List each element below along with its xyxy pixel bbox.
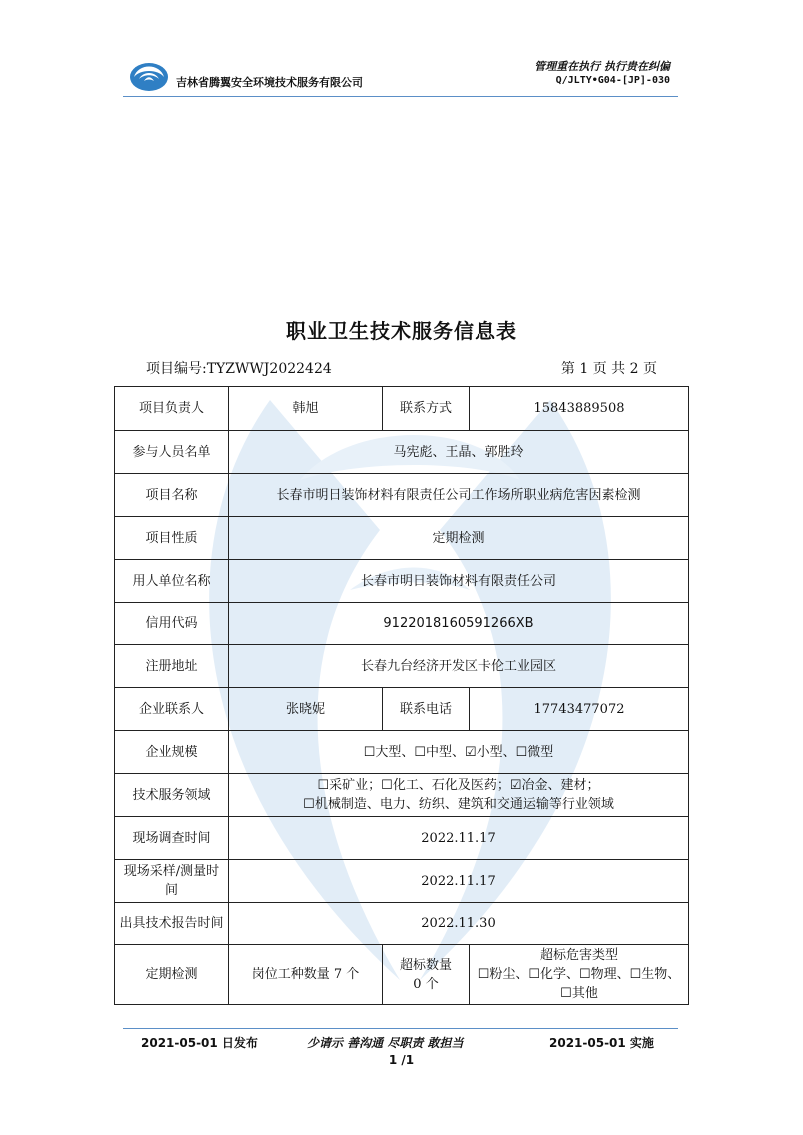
table-row [115,774,689,817]
page-info: 第 1 页 共 2 页 [560,361,657,377]
header-slogan: 管理重在执行 执行贵在纠偏 [534,60,670,73]
survey-time-value: 2022.11.17 [229,817,689,860]
members-value: 马宪彪、王晶、郭胜玲 [229,431,689,474]
table-row [115,817,689,860]
table-row [115,517,689,560]
company-logo [128,55,170,93]
table-row [115,387,689,431]
nature-label: 项目性质 [115,517,229,560]
company-name: 吉林省腾翼安全环境技术服务有限公司 [176,76,363,89]
project-number: 项目编号:TYZWWJ2022424 [146,361,332,377]
scale-label: 企业规模 [115,731,229,774]
phone-value: 17743477072 [470,688,689,731]
posts-count: 岗位工种数量 7 个 [229,945,383,1005]
publish-date: 2021-05-01 日发布 [141,1036,258,1050]
field-line-1: ☐采矿业；☐化工、石化及医药；☑冶金、建材； [317,778,600,793]
address-label: 注册地址 [115,645,229,688]
exceed-cell [383,945,470,1005]
employer-label: 用人单位名称 [115,560,229,603]
table-row [115,474,689,517]
field-value [229,774,689,817]
page-number: 1 /1 [388,1053,415,1067]
effective-date: 2021-05-01 实施 [549,1036,654,1050]
hazard-type-cell [470,945,689,1005]
field-line-2: ☐机械制造、电力、纺织、建筑和交通运输等行业领域 [303,797,614,812]
sampling-time-label: 现场采样/测量时间 [115,860,229,903]
table-row [115,731,689,774]
report-time-label: 出具技术报告时间 [115,903,229,945]
table-row [115,603,689,645]
table-row [115,903,689,945]
leader-label: 项目负责人 [115,387,229,431]
info-table [114,386,689,1005]
table-row [115,560,689,603]
members-label: 参与人员名单 [115,431,229,474]
scale-value: ☐大型、☐中型、☑小型、☐微型 [229,731,689,774]
exceed-value: 0 个 [413,976,439,992]
field-label: 技术服务领域 [115,774,229,817]
credit-label: 信用代码 [115,603,229,645]
employer-value: 长春市明日装饰材料有限责任公司 [229,560,689,603]
table-row [115,688,689,731]
exceed-label: 超标数量 [399,957,452,973]
contact-value: 15843889508 [470,387,689,431]
table-row [115,945,689,1005]
footer-motto: 少请示 善沟通 尽职责 敢担当 [307,1036,464,1050]
document-code: Q/JLTY•G04-[JP]-030 [555,75,670,86]
project-name-label: 项目名称 [115,474,229,517]
header-divider [123,96,678,97]
address-value: 长春九台经济开发区卡伦工业园区 [229,645,689,688]
page-title: 职业卫生技术服务信息表 [286,319,517,343]
survey-time-label: 现场调查时间 [115,817,229,860]
periodic-label: 定期检测 [115,945,229,1005]
sampling-time-value: 2022.11.17 [229,860,689,903]
enterprise-contact-label: 企业联系人 [115,688,229,731]
credit-value: 9122018160591266XB [229,603,689,645]
project-name-value: 长春市明日装饰材料有限责任公司工作场所职业病危害因素检测 [229,474,689,517]
phone-label: 联系电话 [383,688,470,731]
leader-value: 韩旭 [229,387,383,431]
table-row [115,431,689,474]
hazard-type-label: 超标危害类型 [539,948,618,963]
footer-divider [123,1028,678,1029]
contact-label: 联系方式 [383,387,470,431]
enterprise-contact-value: 张晓妮 [229,688,383,731]
nature-value: 定期检测 [229,517,689,560]
report-time-value: 2022.11.30 [229,903,689,945]
table-row [115,860,689,903]
table-row [115,645,689,688]
hazard-type-options: ☐粉尘、☐化学、☐物理、☐生物、☐其他 [477,967,681,1001]
